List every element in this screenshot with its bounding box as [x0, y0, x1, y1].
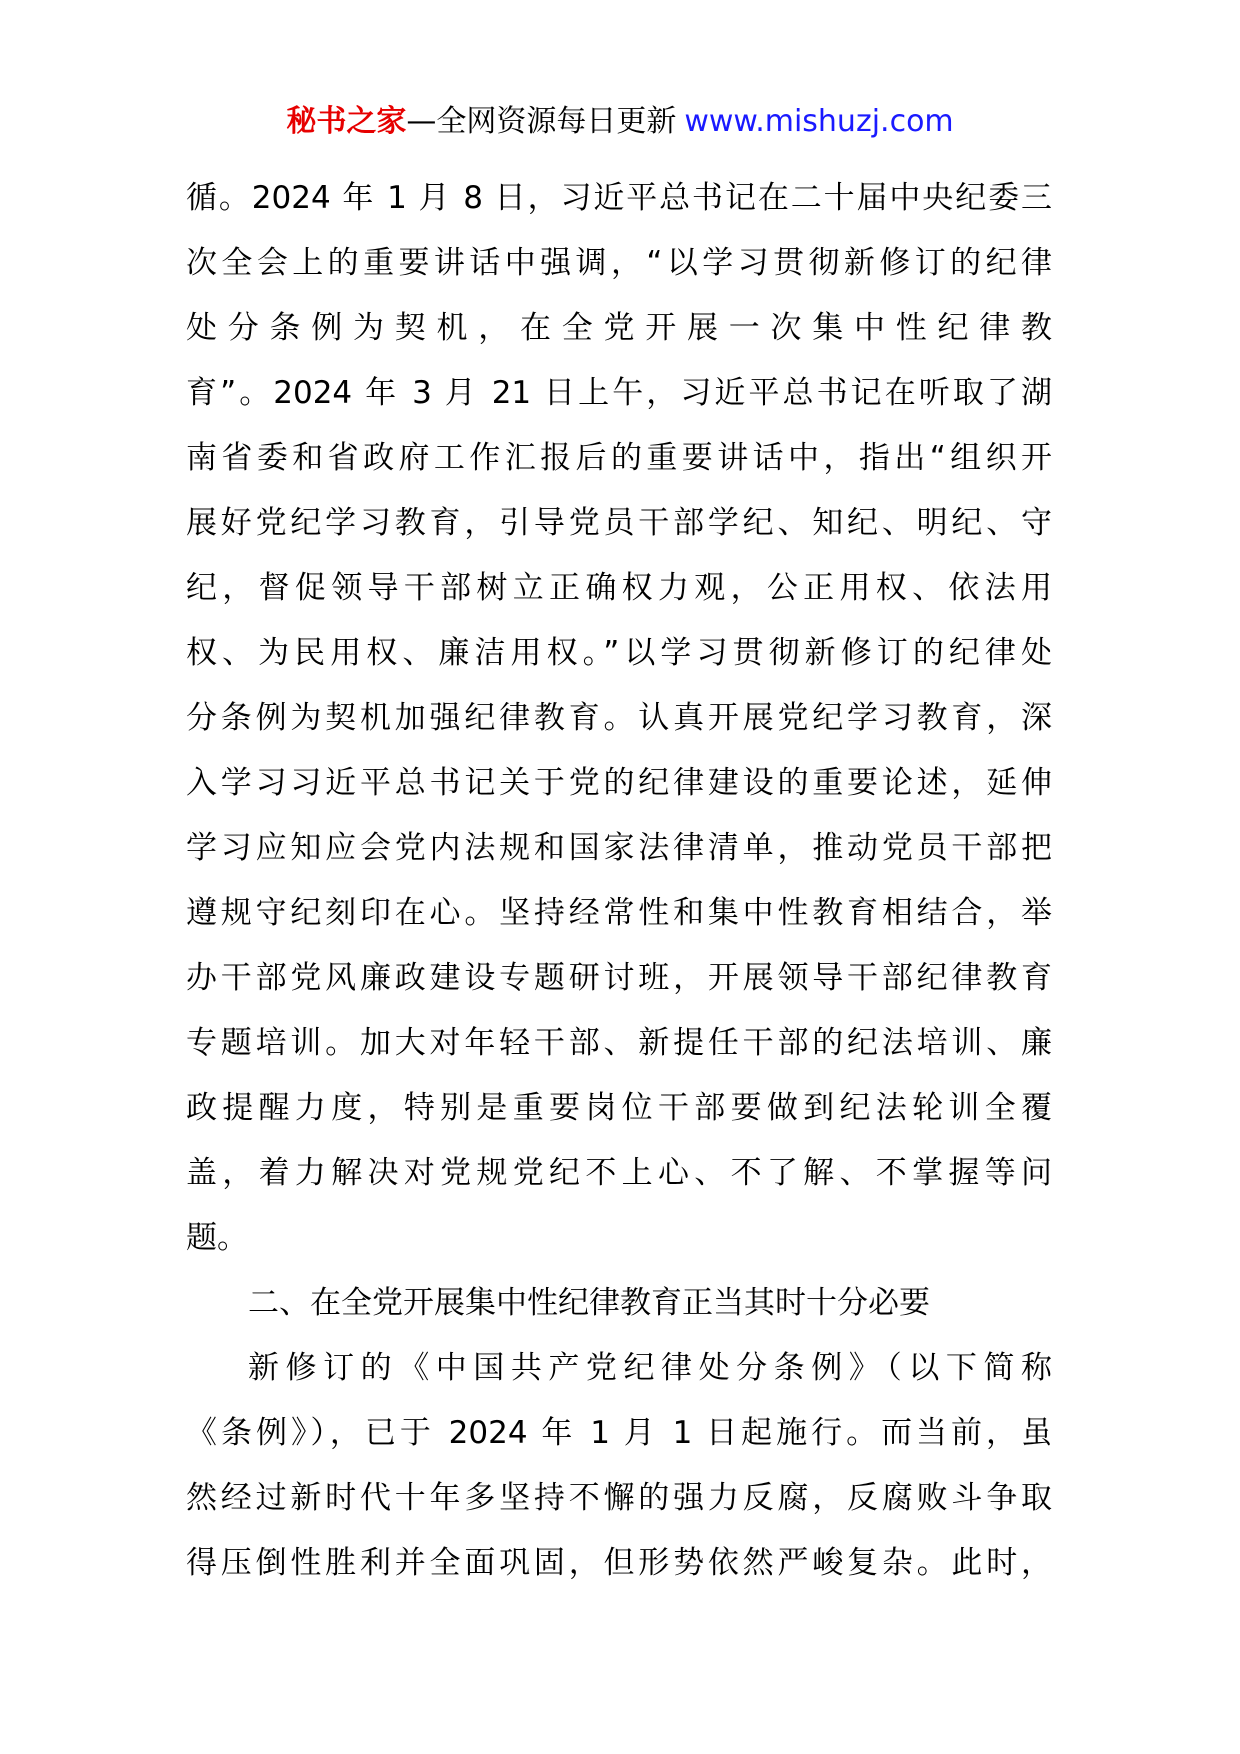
paragraph-3	[186, 1336, 1052, 1596]
text-line: 循。2024 年 1 月 8 日，习近平总书记在二十届中央纪委三	[186, 180, 1052, 216]
text-line: 专题培训。加大对年轻干部、新提任干部的纪法培训、廉	[186, 1025, 1052, 1061]
text-line: 盖，着力解决对党规党纪不上心、不了解、不掌握等问	[186, 1155, 1052, 1191]
text-line: 然经过新时代十年多坚持不懈的强力反腐，反腐败斗争取	[186, 1480, 1052, 1516]
text-line: 纪，督促领导干部树立正确权力观，公正用权、依法用	[186, 570, 1052, 606]
text-line: 政提醒力度，特别是重要岗位干部要做到纪法轮训全覆	[186, 1090, 1052, 1126]
text-line: 育”。2024 年 3 月 21 日上午，习近平总书记在听取了湖	[186, 375, 1052, 411]
text-line: 题。	[186, 1220, 248, 1256]
text-line: 新修订的《中国共产党纪律处分条例》（以下简称	[248, 1350, 1052, 1386]
text-line: 得压倒性胜利并全面巩固，但形势依然严峻复杂。此时，	[186, 1545, 1052, 1581]
header-tagline: —全网资源每日更新	[406, 104, 677, 139]
document-body	[186, 166, 1052, 1596]
text-line: 《条例》），已于 2024 年 1 月 1 日起施行。而当前，虽	[186, 1415, 1052, 1451]
header-brand: 秘书之家	[286, 104, 407, 139]
text-line: 展好党纪学习教育，引导党员干部学纪、知纪、明纪、守	[186, 505, 1052, 541]
paragraph-1	[186, 166, 1052, 1271]
text-line: 办干部党风廉政建设专题研讨班，开展领导干部纪律教育	[186, 960, 1052, 996]
text-line: 入学习习近平总书记关于党的纪律建设的重要论述，延伸	[186, 765, 1052, 801]
section-heading	[186, 1271, 1052, 1336]
text-line: 处分条例为契机，在全党开展一次集中性纪律教	[186, 310, 1052, 346]
page-header	[0, 102, 1240, 142]
header-url-link[interactable]: www.mishuzj.com	[684, 104, 954, 139]
text-line: 权、为民用权、廉洁用权。”以学习贯彻新修订的纪律处	[186, 635, 1052, 671]
text-line: 南省委和省政府工作汇报后的重要讲话中，指出“组织开	[186, 440, 1052, 476]
heading-line: 二、在全党开展集中性纪律教育正当其时十分必要	[248, 1285, 930, 1321]
text-line: 分条例为契机加强纪律教育。认真开展党纪学习教育，深	[186, 700, 1052, 736]
text-line: 遵规守纪刻印在心。坚持经常性和集中性教育相结合，举	[186, 895, 1052, 931]
text-line: 学习应知应会党内法规和国家法律清单，推动党员干部把	[186, 830, 1052, 866]
text-line: 次全会上的重要讲话中强调，“以学习贯彻新修订的纪律	[186, 245, 1052, 281]
